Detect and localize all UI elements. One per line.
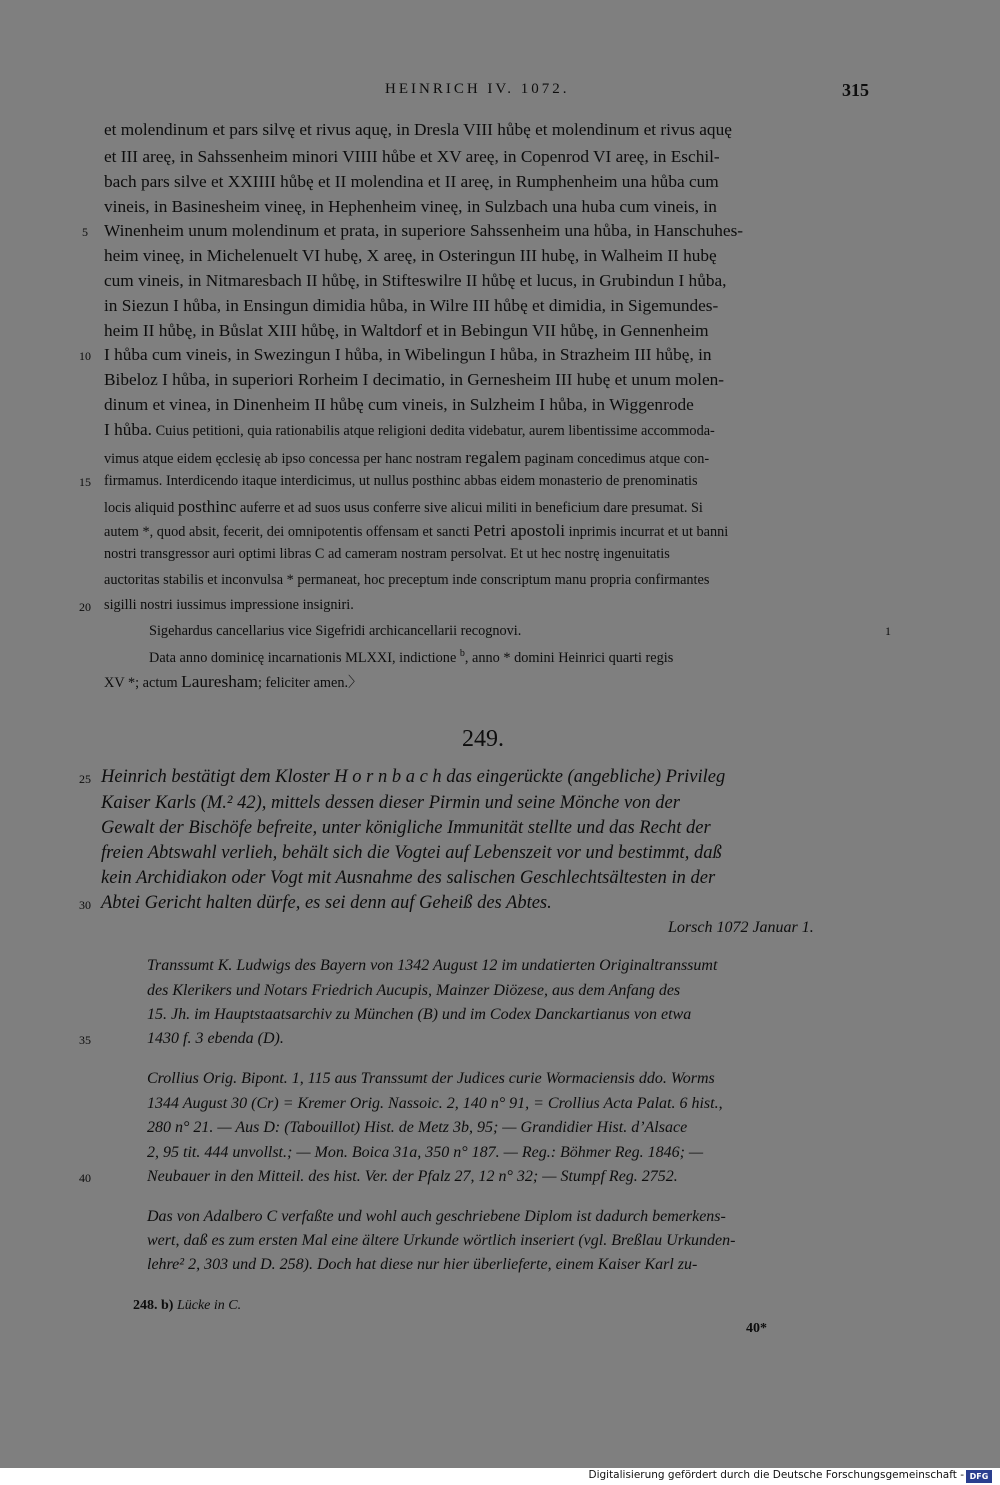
margin-mark: 1 xyxy=(885,624,891,638)
text-line: heim vineę, in Michelenuelt VI hubę, X areę, in Osteringun III hubę, in Walheim II hubę xyxy=(104,246,717,265)
text-fragment: vimus atque eidem ęcclesię ab ipso concessa per hanc nostram xyxy=(104,451,466,467)
text-fragment: Petri apostoli xyxy=(473,521,566,540)
text-fragment: Cuius petitioni, quia rationabilis atque religioni dedita videbatur, aurem libentissime accommoda- xyxy=(152,423,715,439)
running-head: HEINRICH IV. 1072. xyxy=(385,81,570,97)
transmission-line: Transsumt K. Ludwigs des Bayern von 1342 August 12 im undatierten Originaltranssumt xyxy=(147,957,718,974)
line-number: 20 xyxy=(79,600,91,614)
text-line: et molendinum et pars silvę et rivus aquę, in Dresla VIII hůbę et molendinum et rivus aquę xyxy=(104,120,732,139)
text-line: sigilli nostri iussimus impressione insigniri. xyxy=(104,597,354,613)
text-fragment: posthinc xyxy=(177,497,237,516)
transmission-line: 1430 f. 3 ebenda (D). xyxy=(147,1030,284,1047)
edition-line: 280 n° 21. — Aus D: (Tabouillot) Hist. de Metz 3b, 95; — Grandidier Hist. d’Alsace xyxy=(147,1119,688,1136)
edition-line: 1344 August 30 (Cr) = Kremer Orig. Nassoic. 2, 140 n° 91, = Crollius Acta Palat. 6 hist., xyxy=(147,1095,723,1112)
footnote xyxy=(133,1298,241,1314)
transmission-line: 15. Jh. im Hauptstaatsarchiv zu München (B) und im Codex Danckartianus von etwa xyxy=(147,1006,692,1023)
dating-line xyxy=(149,648,673,667)
edition-line: Neubauer in den Mitteil. des hist. Ver. der Pfalz 27, 12 n° 32; — Stumpf Reg. 2752. xyxy=(147,1168,678,1185)
page-number: 315 xyxy=(842,80,869,100)
footnote-ref: 248. b) xyxy=(133,1298,174,1313)
text-line: auctoritas stabilis et inconvulsa * permaneat, hoc preceptum inde conscriptum manu propria confirmantes xyxy=(104,572,710,588)
text-line: vineis, in Basinesheim vineę, in Hephenheim vineę, in Sulzbach una huba cum vineis, in xyxy=(104,197,717,216)
text-fragment: XV *; actum xyxy=(104,675,182,691)
text-fragment: inprimis incurrat et ut banni xyxy=(565,524,729,540)
text-fragment: locis aliquid xyxy=(104,500,178,516)
commentary-line: Das von Adalbero C verfaßte und wohl auch geschriebene Diplom ist dadurch bemerkens- xyxy=(147,1208,726,1225)
line-number: 35 xyxy=(79,1033,91,1047)
text-fragment: Lauresham xyxy=(181,672,258,691)
summary-line: Gewalt der Bischöfe befreite, unter königliche Immunität stellte und das Recht der xyxy=(101,818,711,838)
summary-line: Abtei Gericht halten dürfe, es sei denn auf Geheiß des Abtes. xyxy=(101,893,552,913)
summary-line: kein Archidiakon oder Vogt mit Ausnahme des salischen Geschlechtsältesten in der xyxy=(101,868,716,888)
text-fragment: autem *, quod absit, fecerit, dei omnipotentis offensam et sancti xyxy=(104,524,474,540)
text-fragment: regalem xyxy=(465,448,521,467)
text-line: in Siezun I hůba, in Ensingun dimidia hůba, in Wilre III hůbę et dimidia, in Sigemundes- xyxy=(104,296,719,315)
text-fragment: ; feliciter amen.〉 xyxy=(257,675,363,691)
footnote-marker: b xyxy=(459,648,465,659)
text-line: heim II hůbę, in Bůslat XIII hůbę, in Waltdorf et in Bebingun VII hůbę, in Gennenheim xyxy=(104,321,709,340)
summary-line: Kaiser Karls (M.² 42), mittels dessen dieser Pirmin und seine Mönche von der xyxy=(101,793,680,813)
text-line xyxy=(104,497,703,517)
text-line: bach pars silve et XXIIII hůbę et II molendina et II areę, in Rumphenheim una hůba cum xyxy=(104,172,719,191)
line-number: 30 xyxy=(79,898,91,912)
text-line: cum vineis, in Nitmaresbach II hůbę, in Stifteswilre II hůbę et lucus, in Grubindun I hůba, xyxy=(104,271,727,290)
text-line: Bibeloz I hůba, in superiori Rorheim I decimatio, in Gernesheim III hubę et unum molen- xyxy=(104,370,725,389)
summary-line: Heinrich bestätigt dem Kloster H o r n b a c h das eingerückte (angebliche) Privileg xyxy=(101,767,726,787)
text-line: firmamus. Interdicendo itaque interdicimus, ut nullus posthinc abbas eidem monasterio de prenominatis xyxy=(104,473,698,489)
place-date: Lorsch 1072 Januar 1. xyxy=(668,919,814,936)
document-number: 249. xyxy=(462,726,504,752)
edition-line: 2, 95 tit. 444 unvollst.; — Mon. Boica 31a, 350 n° 187. — Reg.: Böhmer Reg. 1846; — xyxy=(147,1144,704,1161)
dfg-logo[interactable]: DFG xyxy=(966,1470,992,1483)
text-line-mixed xyxy=(104,420,715,440)
text-line xyxy=(104,521,728,541)
text-fragment: I hůba. xyxy=(104,420,152,439)
summary-line: freien Abtswahl verlieh, behält sich die Vogtei auf Lebenszeit vor und bestimmt, daß xyxy=(101,843,722,863)
commentary-line: wert, daß es zum ersten Mal eine ältere Urkunde wörtlich inseriert (vgl. Breßlau Urkunden- xyxy=(147,1232,736,1249)
transmission-line: des Klerikers und Notars Friedrich Aucupis, Mainzer Diözese, aus dem Anfang des xyxy=(147,982,681,999)
line-number: 40 xyxy=(79,1171,91,1185)
text-fragment: auferre et ad suos usus conferre sive alicui militi in beneficium dare presumat. Si xyxy=(236,500,703,516)
edition-line: Crollius Orig. Bipont. 1, 115 aus Transsumt der Judices curie Wormaciensis ddo. Worms xyxy=(147,1070,715,1087)
commentary-line: lehre² 2, 303 und D. 258). Doch hat diese nur hier überlieferte, einem Kaiser Karl zu- xyxy=(147,1256,698,1273)
sheet-signature: 40* xyxy=(746,1321,767,1336)
text-line: I hůba cum vineis, in Swezingun I hůba, in Wibelingun I hůba, in Strazheim III hůbę, in xyxy=(104,345,712,364)
text-line: Winenheim unum molendinum et prata, in superiore Sahssenheim una hůba, in Hanschuhes- xyxy=(104,221,744,240)
footnote-text: Lücke in C. xyxy=(173,1298,242,1313)
dating-line xyxy=(104,672,362,692)
line-number: 5 xyxy=(82,225,88,239)
text-line: nostri transgressor auri optimi libras C ad cameram nostram persolvat. Et ut hec nostrę ingenuitatis xyxy=(104,546,670,562)
line-number: 25 xyxy=(79,772,91,786)
text-line: dinum et vinea, in Dinenheim II hůbę cum vineis, in Sulzheim I hůba, in Wiggenrode xyxy=(104,395,694,414)
text-fragment: Data anno dominicę incarnationis MLXXI, indictione xyxy=(149,649,460,666)
line-number: 10 xyxy=(79,349,91,363)
text-fragment: paginam concedimus atque con- xyxy=(520,451,710,467)
text-fragment: , anno * domini Heinrici quarti regis xyxy=(464,649,674,666)
text-line: et III areę, in Sahssenheim minori VIIII hůbe et XV areę, in Copenrod VI areę, in Eschil- xyxy=(104,147,720,166)
line-number: 15 xyxy=(79,475,91,489)
text-line xyxy=(104,448,709,468)
digitization-credit: Digitalisierung gefördert durch die Deutsche Forschungsgemeinschaft - xyxy=(588,1469,964,1481)
recognition-line: Sigehardus cancellarius vice Sigefridi archicancellarii recognovi. xyxy=(149,623,522,639)
